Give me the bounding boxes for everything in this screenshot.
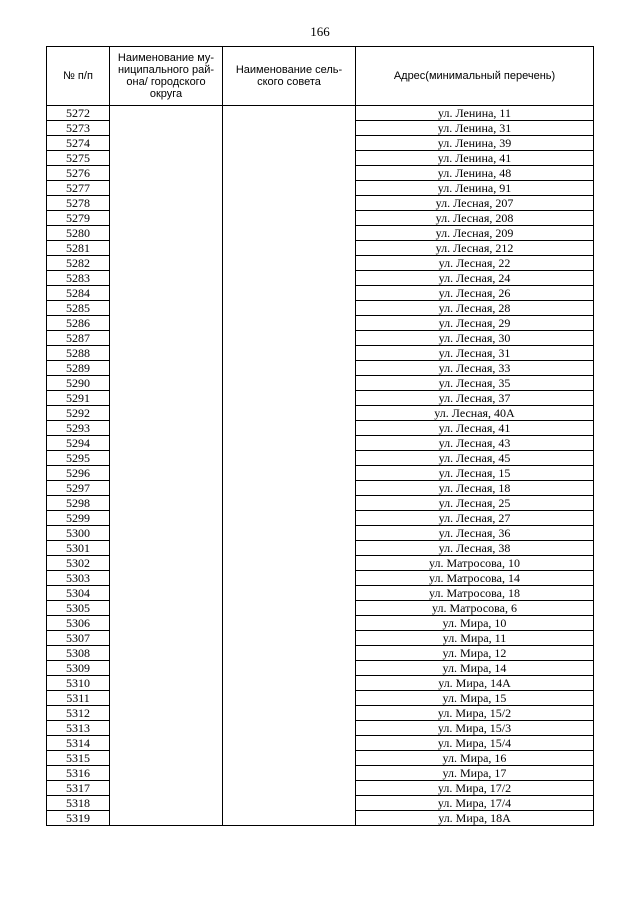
- row-number: 5316: [47, 766, 110, 781]
- municipality-cell: [110, 691, 223, 706]
- row-number: 5296: [47, 466, 110, 481]
- table-row: [47, 631, 594, 646]
- council-cell: [223, 391, 356, 406]
- address-cell: ул. Лесная, 35: [356, 376, 594, 391]
- address-cell: ул. Лесная, 18: [356, 481, 594, 496]
- table-body: [47, 106, 594, 826]
- table-row: [47, 166, 594, 181]
- address-cell: ул. Лесная, 30: [356, 331, 594, 346]
- municipality-cell: [110, 571, 223, 586]
- table-row: [47, 271, 594, 286]
- address-cell: ул. Лесная, 24: [356, 271, 594, 286]
- municipality-cell: [110, 301, 223, 316]
- address-cell: ул. Мира, 15/4: [356, 736, 594, 751]
- council-cell: [223, 271, 356, 286]
- row-number: 5283: [47, 271, 110, 286]
- council-cell: [223, 541, 356, 556]
- address-cell: ул. Лесная, 36: [356, 526, 594, 541]
- table-row: [47, 751, 594, 766]
- table-row: [47, 421, 594, 436]
- address-cell: ул. Лесная, 45: [356, 451, 594, 466]
- row-number: 5315: [47, 751, 110, 766]
- address-cell: ул. Ленина, 11: [356, 106, 594, 121]
- address-cell: ул. Лесная, 31: [356, 346, 594, 361]
- municipality-cell: [110, 811, 223, 826]
- row-number: 5278: [47, 196, 110, 211]
- address-cell: ул. Мира, 10: [356, 616, 594, 631]
- table-row: [47, 406, 594, 421]
- table-row: [47, 241, 594, 256]
- table-row: [47, 361, 594, 376]
- header-num: № п/п: [47, 47, 110, 106]
- table-row: [47, 511, 594, 526]
- council-cell: [223, 496, 356, 511]
- council-cell: [223, 736, 356, 751]
- row-number: 5298: [47, 496, 110, 511]
- municipality-cell: [110, 121, 223, 136]
- address-cell: ул. Лесная, 26: [356, 286, 594, 301]
- table-row: [47, 811, 594, 826]
- council-cell: [223, 661, 356, 676]
- table-row: [47, 556, 594, 571]
- table-header: [47, 47, 594, 106]
- council-cell: [223, 346, 356, 361]
- table-row: [47, 781, 594, 796]
- row-number: 5297: [47, 481, 110, 496]
- municipality-cell: [110, 496, 223, 511]
- row-number: 5311: [47, 691, 110, 706]
- council-cell: [223, 421, 356, 436]
- municipality-cell: [110, 376, 223, 391]
- row-number: 5284: [47, 286, 110, 301]
- municipality-cell: [110, 451, 223, 466]
- council-cell: [223, 196, 356, 211]
- council-cell: [223, 316, 356, 331]
- municipality-cell: [110, 316, 223, 331]
- table-row: [47, 796, 594, 811]
- council-cell: [223, 631, 356, 646]
- municipality-cell: [110, 421, 223, 436]
- row-number: 5318: [47, 796, 110, 811]
- address-cell: ул. Лесная, 29: [356, 316, 594, 331]
- municipality-cell: [110, 241, 223, 256]
- council-cell: [223, 151, 356, 166]
- municipality-cell: [110, 271, 223, 286]
- council-cell: [223, 466, 356, 481]
- council-cell: [223, 556, 356, 571]
- table-row: [47, 721, 594, 736]
- row-number: 5291: [47, 391, 110, 406]
- council-cell: [223, 121, 356, 136]
- address-cell: ул. Лесная, 40А: [356, 406, 594, 421]
- table-row: [47, 736, 594, 751]
- table-row: [47, 451, 594, 466]
- row-number: 5287: [47, 331, 110, 346]
- address-cell: ул. Мира, 12: [356, 646, 594, 661]
- address-cell: ул. Мира, 16: [356, 751, 594, 766]
- address-cell: ул. Лесная, 25: [356, 496, 594, 511]
- address-cell: ул. Мира, 11: [356, 631, 594, 646]
- municipality-cell: [110, 751, 223, 766]
- address-cell: ул. Ленина, 41: [356, 151, 594, 166]
- row-number: 5299: [47, 511, 110, 526]
- row-number: 5286: [47, 316, 110, 331]
- row-number: 5319: [47, 811, 110, 826]
- address-cell: ул. Лесная, 22: [356, 256, 594, 271]
- council-cell: [223, 361, 356, 376]
- page-number: 166: [310, 24, 330, 39]
- table-row: [47, 316, 594, 331]
- municipality-cell: [110, 706, 223, 721]
- table-row: [47, 181, 594, 196]
- address-cell: ул. Лесная, 33: [356, 361, 594, 376]
- council-cell: [223, 481, 356, 496]
- municipality-cell: [110, 766, 223, 781]
- municipality-cell: [110, 226, 223, 241]
- council-cell: [223, 586, 356, 601]
- row-number: 5272: [47, 106, 110, 121]
- council-cell: [223, 751, 356, 766]
- address-cell: ул. Мира, 15/3: [356, 721, 594, 736]
- address-cell: ул. Мира, 14А: [356, 676, 594, 691]
- council-cell: [223, 211, 356, 226]
- council-cell: [223, 436, 356, 451]
- row-number: 5295: [47, 451, 110, 466]
- row-number: 5293: [47, 421, 110, 436]
- municipality-cell: [110, 466, 223, 481]
- municipality-cell: [110, 526, 223, 541]
- municipality-cell: [110, 391, 223, 406]
- council-cell: [223, 301, 356, 316]
- table-row: [47, 196, 594, 211]
- municipality-cell: [110, 661, 223, 676]
- row-number: 5312: [47, 706, 110, 721]
- council-cell: [223, 601, 356, 616]
- table-row: [47, 586, 594, 601]
- municipality-cell: [110, 646, 223, 661]
- table-row: [47, 286, 594, 301]
- header-council: Наименование сель- ского совета: [223, 47, 356, 106]
- row-number: 5285: [47, 301, 110, 316]
- row-number: 5279: [47, 211, 110, 226]
- address-cell: ул. Мира, 17/2: [356, 781, 594, 796]
- council-cell: [223, 406, 356, 421]
- address-cell: ул. Лесная, 41: [356, 421, 594, 436]
- header-address: Адрес(минимальный перечень): [356, 47, 594, 106]
- row-number: 5275: [47, 151, 110, 166]
- address-cell: ул. Ленина, 91: [356, 181, 594, 196]
- address-cell: ул. Мира, 18А: [356, 811, 594, 826]
- table-row: [47, 661, 594, 676]
- row-number: 5314: [47, 736, 110, 751]
- row-number: 5310: [47, 676, 110, 691]
- municipality-cell: [110, 406, 223, 421]
- row-number: 5277: [47, 181, 110, 196]
- address-cell: ул. Лесная, 212: [356, 241, 594, 256]
- address-cell: ул. Мира, 17/4: [356, 796, 594, 811]
- header-row: [47, 47, 594, 106]
- table-row: [47, 136, 594, 151]
- municipality-cell: [110, 586, 223, 601]
- council-cell: [223, 691, 356, 706]
- table-row: [47, 226, 594, 241]
- municipality-cell: [110, 331, 223, 346]
- row-number: 5301: [47, 541, 110, 556]
- council-cell: [223, 166, 356, 181]
- table-row: [47, 331, 594, 346]
- row-number: 5294: [47, 436, 110, 451]
- council-cell: [223, 526, 356, 541]
- table-row: [47, 466, 594, 481]
- municipality-cell: [110, 556, 223, 571]
- row-number: 5288: [47, 346, 110, 361]
- council-cell: [223, 241, 356, 256]
- table-row: [47, 646, 594, 661]
- council-cell: [223, 721, 356, 736]
- address-cell: ул. Лесная, 209: [356, 226, 594, 241]
- table-row: [47, 541, 594, 556]
- municipality-cell: [110, 286, 223, 301]
- municipality-cell: [110, 541, 223, 556]
- council-cell: [223, 451, 356, 466]
- address-cell: ул. Лесная, 208: [356, 211, 594, 226]
- table-row: [47, 676, 594, 691]
- address-cell: ул. Мира, 14: [356, 661, 594, 676]
- municipality-cell: [110, 436, 223, 451]
- municipality-cell: [110, 211, 223, 226]
- header-municipality: Наименование му- ниципального рай- она/ городского округа: [110, 47, 223, 106]
- table-row: [47, 571, 594, 586]
- municipality-cell: [110, 481, 223, 496]
- row-number: 5306: [47, 616, 110, 631]
- table-row: [47, 211, 594, 226]
- council-cell: [223, 706, 356, 721]
- municipality-cell: [110, 796, 223, 811]
- address-table: [46, 46, 594, 826]
- row-number: 5276: [47, 166, 110, 181]
- council-cell: [223, 796, 356, 811]
- address-cell: ул. Лесная, 43: [356, 436, 594, 451]
- municipality-cell: [110, 136, 223, 151]
- address-cell: ул. Лесная, 38: [356, 541, 594, 556]
- council-cell: [223, 781, 356, 796]
- row-number: 5292: [47, 406, 110, 421]
- address-cell: ул. Матросова, 10: [356, 556, 594, 571]
- table-row: [47, 121, 594, 136]
- council-cell: [223, 286, 356, 301]
- municipality-cell: [110, 181, 223, 196]
- council-cell: [223, 181, 356, 196]
- municipality-cell: [110, 616, 223, 631]
- row-number: 5313: [47, 721, 110, 736]
- table-row: [47, 256, 594, 271]
- address-cell: ул. Ленина, 31: [356, 121, 594, 136]
- row-number: 5309: [47, 661, 110, 676]
- row-number: 5304: [47, 586, 110, 601]
- table-row: [47, 151, 594, 166]
- council-cell: [223, 136, 356, 151]
- address-cell: ул. Лесная, 37: [356, 391, 594, 406]
- address-cell: ул. Матросова, 14: [356, 571, 594, 586]
- address-cell: ул. Лесная, 27: [356, 511, 594, 526]
- table-row: [47, 346, 594, 361]
- council-cell: [223, 511, 356, 526]
- table-row: [47, 496, 594, 511]
- municipality-cell: [110, 256, 223, 271]
- row-number: 5273: [47, 121, 110, 136]
- address-cell: ул. Мира, 17: [356, 766, 594, 781]
- address-cell: ул. Мира, 15: [356, 691, 594, 706]
- table-row: [47, 766, 594, 781]
- address-cell: ул. Лесная, 28: [356, 301, 594, 316]
- row-number: 5307: [47, 631, 110, 646]
- municipality-cell: [110, 346, 223, 361]
- council-cell: [223, 616, 356, 631]
- municipality-cell: [110, 361, 223, 376]
- council-cell: [223, 811, 356, 826]
- address-cell: ул. Матросова, 18: [356, 586, 594, 601]
- municipality-cell: [110, 736, 223, 751]
- council-cell: [223, 766, 356, 781]
- table-row: [47, 376, 594, 391]
- address-cell: ул. Лесная, 15: [356, 466, 594, 481]
- address-cell: ул. Мира, 15/2: [356, 706, 594, 721]
- council-cell: [223, 256, 356, 271]
- council-cell: [223, 646, 356, 661]
- table-row: [47, 436, 594, 451]
- table-row: [47, 601, 594, 616]
- council-cell: [223, 376, 356, 391]
- table-row: [47, 106, 594, 121]
- table-row: [47, 691, 594, 706]
- municipality-cell: [110, 631, 223, 646]
- municipality-cell: [110, 151, 223, 166]
- row-number: 5305: [47, 601, 110, 616]
- row-number: 5308: [47, 646, 110, 661]
- row-number: 5317: [47, 781, 110, 796]
- table-row: [47, 526, 594, 541]
- address-cell: ул. Ленина, 39: [356, 136, 594, 151]
- table-row: [47, 481, 594, 496]
- table-row: [47, 706, 594, 721]
- row-number: 5290: [47, 376, 110, 391]
- row-number: 5281: [47, 241, 110, 256]
- municipality-cell: [110, 601, 223, 616]
- address-cell: ул. Лесная, 207: [356, 196, 594, 211]
- address-cell: ул. Ленина, 48: [356, 166, 594, 181]
- municipality-cell: [110, 106, 223, 121]
- row-number: 5302: [47, 556, 110, 571]
- municipality-cell: [110, 511, 223, 526]
- council-cell: [223, 226, 356, 241]
- table-row: [47, 301, 594, 316]
- council-cell: [223, 676, 356, 691]
- table-row: [47, 391, 594, 406]
- municipality-cell: [110, 196, 223, 211]
- row-number: 5300: [47, 526, 110, 541]
- row-number: 5289: [47, 361, 110, 376]
- municipality-cell: [110, 721, 223, 736]
- row-number: 5282: [47, 256, 110, 271]
- row-number: 5280: [47, 226, 110, 241]
- row-number: 5303: [47, 571, 110, 586]
- municipality-cell: [110, 676, 223, 691]
- council-cell: [223, 331, 356, 346]
- council-cell: [223, 571, 356, 586]
- municipality-cell: [110, 781, 223, 796]
- municipality-cell: [110, 166, 223, 181]
- table-row: [47, 616, 594, 631]
- council-cell: [223, 106, 356, 121]
- address-cell: ул. Матросова, 6: [356, 601, 594, 616]
- row-number: 5274: [47, 136, 110, 151]
